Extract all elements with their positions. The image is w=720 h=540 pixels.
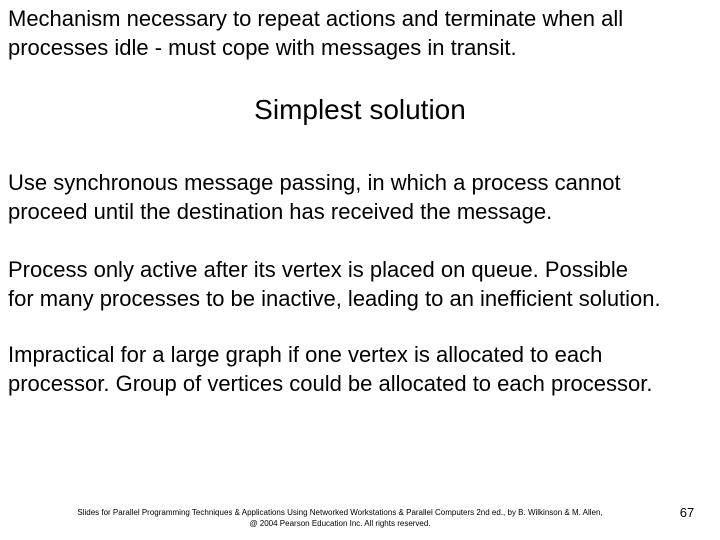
paragraph-line: for many processes to be inactive, leading to an inefficient solution. bbox=[8, 286, 661, 311]
footer-credit-line: Slides for Parallel Programming Techniques & Applications Using Networked Workstations & Parallel Computers 2nd ed., by B. Wilkinson & M. Allen, bbox=[77, 508, 603, 517]
paragraph-line: Process only active after its vertex is placed on queue. Possible bbox=[8, 257, 628, 282]
paragraph-line: proceed until the destination has received the message. bbox=[8, 199, 553, 224]
paragraph-synchronous bbox=[8, 168, 621, 226]
intro-text bbox=[8, 4, 623, 62]
paragraph-inactive-processes bbox=[8, 255, 661, 313]
slide-heading: Simplest solution bbox=[254, 94, 466, 125]
page-number: 67 bbox=[679, 505, 695, 520]
paragraph-line: Impractical for a large graph if one vertex is allocated to each bbox=[8, 342, 603, 367]
intro-line-1: Mechanism necessary to repeat actions and terminate when all bbox=[8, 6, 624, 31]
paragraph-large-graph bbox=[8, 340, 652, 398]
paragraph-line: processor. Group of vertices could be allocated to each processor. bbox=[8, 371, 653, 396]
intro-line-2: processes idle - must cope with messages in transit. bbox=[8, 35, 517, 60]
footer-copyright-line: @ 2004 Pearson Education Inc. All rights reserved. bbox=[249, 519, 431, 528]
slide-footer bbox=[20, 507, 660, 529]
paragraph-line: Use synchronous message passing, in which a process cannot bbox=[8, 170, 621, 195]
